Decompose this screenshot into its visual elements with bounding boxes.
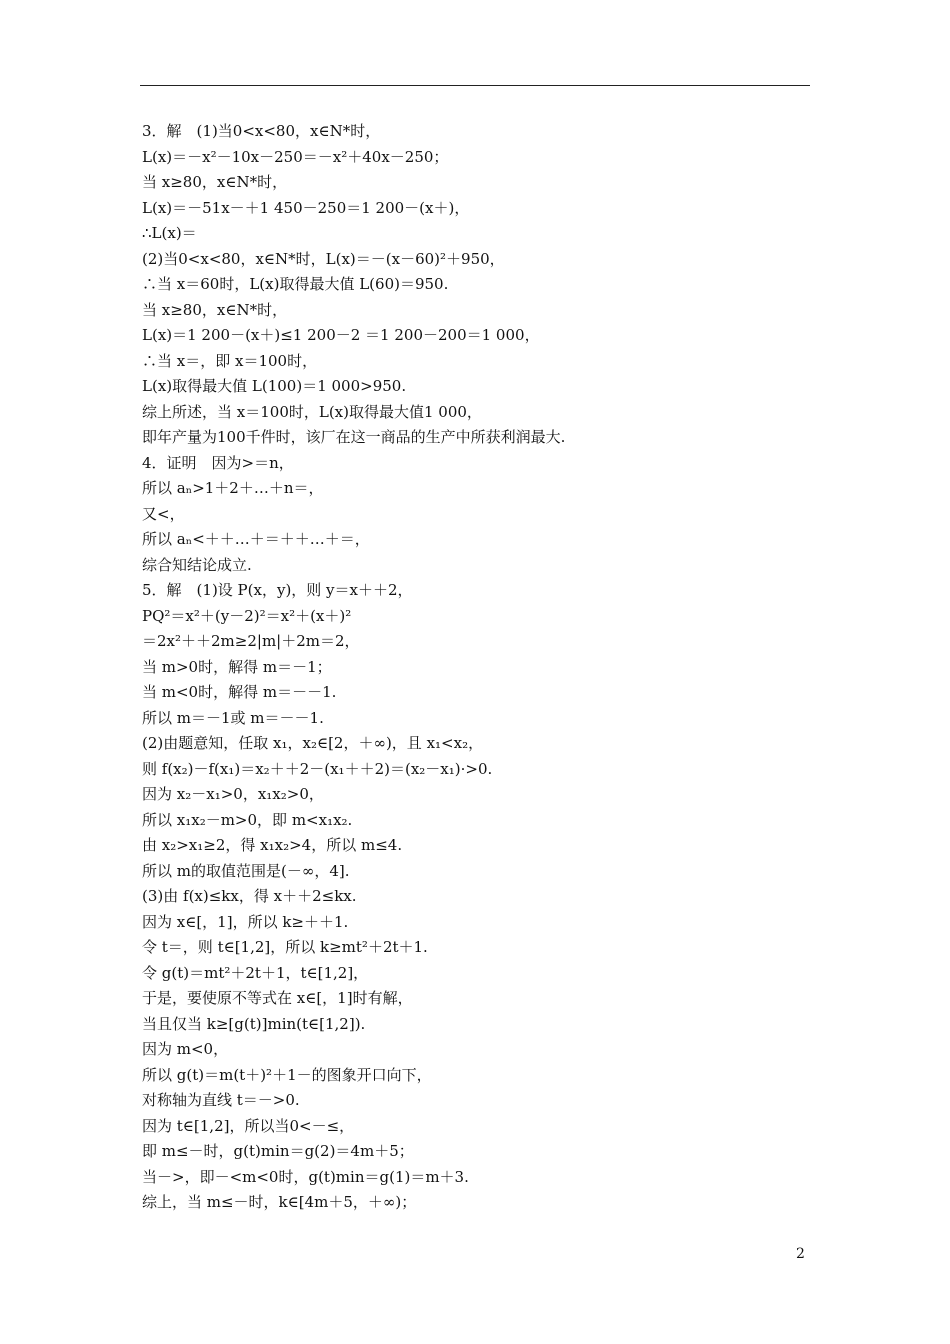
text-line: PQ²＝x²＋(y－2)²＝x²＋(x＋)²	[142, 606, 352, 625]
text-line: 当且仅当 k≥[g(t)]min(t∈[1,2]).	[142, 1014, 366, 1033]
text-line: 因为 m<0，	[142, 1040, 229, 1058]
text-line: 当－>，即－<m<0时，g(t)min＝g(1)＝m＋3.	[142, 1167, 469, 1186]
text-line: 所以 aₙ<＋＋…＋＝＋＋…＋＝，	[142, 530, 370, 548]
text-line: 因为 x₂－x₁>0，x₁x₂>0，	[142, 785, 324, 803]
text-line: L(x)取得最大值 L(100)＝1 000>950.	[142, 377, 407, 395]
text-line: 令 g(t)＝mt²＋2t＋1，t∈[1,2]，	[142, 963, 369, 982]
text-line: 5．解 (1)设 P(x，y)，则 y＝x＋＋2，	[142, 581, 413, 599]
text-line: 于是，要使原不等式在 x∈[，1]时有解，	[142, 989, 413, 1007]
text-line: 所以 g(t)＝m(t＋)²＋1－的图象开口向下，	[142, 1065, 432, 1084]
text-line: (3)由 f(x)≤kx，得 x＋＋2≤kx.	[142, 887, 357, 905]
text-line: 因为 x∈[，1]，所以 k≥＋＋1.	[142, 912, 349, 931]
text-line: 综上，当 m≤－时，k∈[4m＋5，＋∞)；	[142, 1193, 417, 1211]
text-line: 对称轴为直线 t＝－>0.	[142, 1091, 300, 1109]
text-line: 即年产量为100千件时，该厂在这一商品的生产中所获利润最大.	[142, 428, 566, 446]
text-line: L(x)＝1 200－(x＋)≤1 200－2 ＝1 200－200＝1 000，	[142, 326, 540, 344]
text-line: 所以 x₁x₂－m>0，即 m<x₁x₂.	[142, 810, 353, 829]
text-line: 当 x≥80，x∈N*时，	[142, 173, 288, 191]
text-line: 所以 m＝－1或 m＝－－1.	[142, 708, 324, 727]
text-line: 则 f(x₂)－f(x₁)＝x₂＋＋2－(x₁＋＋2)＝(x₂－x₁)·>0.	[142, 759, 493, 778]
text-line: L(x)＝－51x－＋1 450－250＝1 200－(x＋)，	[142, 198, 470, 217]
text-line: 所以 aₙ>1＋2＋…＋n＝，	[142, 479, 324, 497]
text-line: (2)当0<x<80，x∈N*时，L(x)＝－(x－60)²＋950，	[142, 249, 505, 268]
text-line: L(x)＝－x²－10x－250＝－x²＋40x－250；	[142, 147, 449, 166]
text-line: 当 m<0时，解得 m＝－－1.	[142, 683, 337, 701]
text-line: 综上所述，当 x＝100时，L(x)取得最大值1 000，	[142, 402, 482, 421]
header-rule	[140, 85, 810, 86]
text-line: 当 m>0时，解得 m＝－1；	[142, 657, 332, 676]
text-line: ∴当 x＝60时，L(x)取得最大值 L(60)＝950.	[142, 275, 449, 293]
text-line: 因为 t∈[1,2]，所以当0<－≤，	[142, 1116, 355, 1135]
text-line: ＝2x²＋＋2m≥2|m|＋2m＝2，	[142, 632, 360, 650]
text-line: 又<，	[142, 504, 185, 523]
text-line: 令 t＝，则 t∈[1,2]，所以 k≥mt²＋2t＋1.	[142, 938, 428, 956]
page-number: 2	[796, 1246, 805, 1262]
text-line: 4．证明 因为>＝n，	[142, 453, 294, 472]
text-line: 所以 m的取值范围是(－∞，4].	[142, 861, 350, 880]
document-body	[142, 119, 822, 1216]
text-line: ∴当 x＝，即 x＝100时，	[142, 351, 318, 370]
text-line: 由 x₂>x₁≥2，得 x₁x₂>4，所以 m≤4.	[142, 836, 403, 854]
text-line: ∴L(x)＝	[142, 224, 197, 242]
text-line: 当 x≥80，x∈N*时，	[142, 300, 288, 319]
text-line: (2)由题意知，任取 x₁，x₂∈[2，＋∞)，且 x₁<x₂，	[142, 734, 484, 752]
text-line: 3．解 (1)当0<x<80，x∈N*时，	[142, 122, 381, 140]
text-line: 即 m≤－时，g(t)min＝g(2)＝4m＋5；	[142, 1142, 414, 1160]
text-line: 综合知结论成立.	[142, 555, 252, 574]
